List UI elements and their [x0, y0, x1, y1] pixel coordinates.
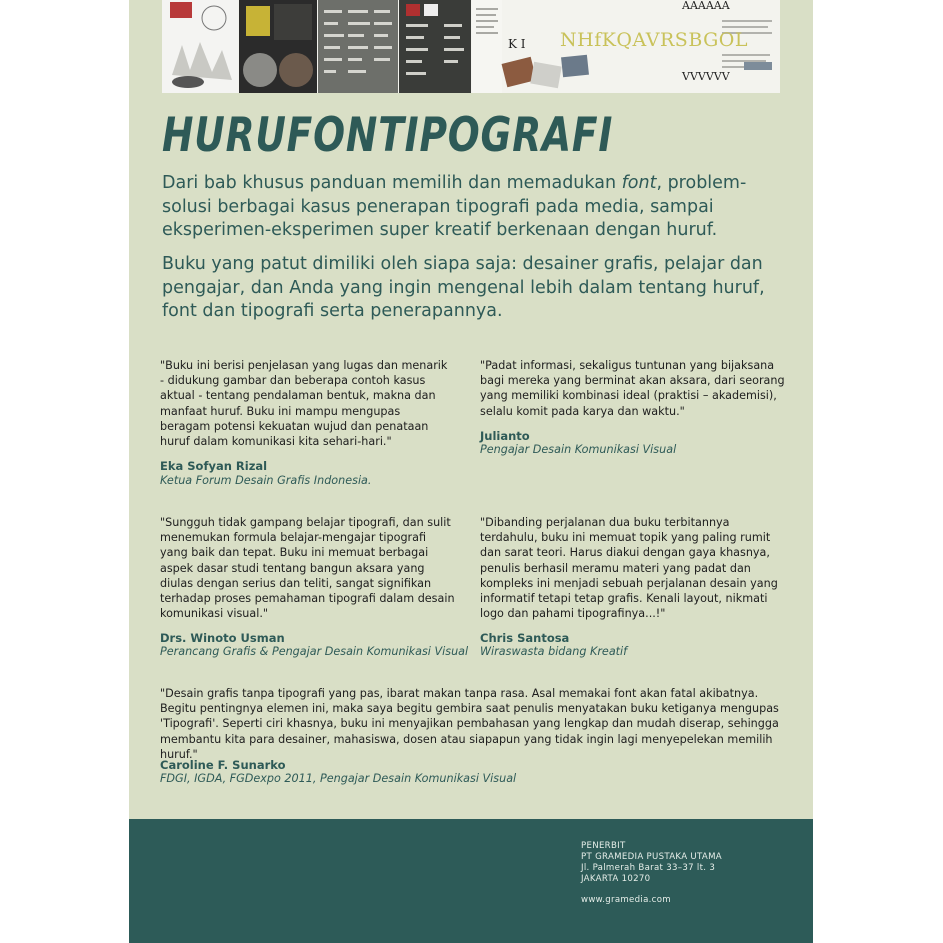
testimonial-role-5: FDGI, IGDA, FGDexpo 2011, Pengajar Desain Komunikasi Visual	[160, 772, 517, 785]
publisher-address: Jl. Palmerah Barat 33–37 lt. 3	[581, 863, 716, 873]
testimonial-quote-2: "Padat informasi, sekaligus tuntunan yang bijaksana bagi mereka yang berminat akan aksara, dari seorang yang memiliki kombinasi ideal (praktisi – akademisi), selalu komit pada karya dan waktu."	[480, 359, 785, 418]
testimonial-role-1: Ketua Forum Desain Grafis Indonesia.	[160, 474, 372, 487]
testimonial-name-1: Eka Sofyan Rizal	[160, 459, 268, 473]
back-cover	[129, 0, 813, 943]
intro-paragraph-1	[162, 172, 787, 243]
collage-strip	[162, 0, 780, 93]
testimonial-role-4: Wiraswasta bidang Kreatif	[480, 645, 628, 658]
testimonial-name-5: Caroline F. Sunarko	[160, 758, 286, 772]
intro-p1-start: Dari bab khusus panduan memilih dan memadukan	[162, 173, 622, 193]
testimonial-quote-4: "Dibanding perjalanan dua buku terbitannya terdahulu, buku ini memuat topik yang paling rumit dan sarat teori. Harus diakui dengan gaya khasnya, penulis berhasil meramu materi yang padat dan kompleks ini menjadi sebuah perjalanan desain yang informatif tetapi tetap grafis. Kenali layout, nikmati logo dan pahami tipografinya...!"	[480, 516, 778, 621]
testimonial-role-2: Pengajar Desain Komunikasi Visual	[480, 443, 677, 456]
letters-mid: NHfKQAVRSBGOL	[560, 29, 749, 51]
collage-image	[162, 0, 780, 93]
letters-left: K I	[508, 37, 526, 51]
publisher-website: www.gramedia.com	[581, 895, 671, 905]
publisher-city: JAKARTA 10270	[581, 874, 651, 884]
publisher-name: PT GRAMEDIA PUSTAKA UTAMA	[581, 852, 722, 862]
letters-top: AAAAAA	[682, 0, 730, 12]
intro-p1-emphasis: font	[621, 173, 657, 193]
testimonial-quote-1: "Buku ini berisi penjelasan yang lugas dan menarik - didukung gambar dan beberapa contoh kasus aktual - tentang pendalaman bentuk, makna dan manfaat huruf. Buku ini mampu mengupas beragam potensi kekuatan wujud dan penataan huruf dalam komunikasi kita sehari-hari."	[160, 359, 448, 449]
book-title: HURUFONTIPOGRAFI	[162, 108, 614, 163]
publisher-footer	[129, 819, 813, 943]
testimonial-quote-5: "Desain grafis tanpa tipografi yang pas, ibarat makan tanpa rasa. Asal memakai font akan fatal akibatnya. Begitu pentingnya elemen ini, maka saya begitu gembira saat penulis menyatakan buku ketiganya mengupas 'Tipografi'. Seperti ciri khasnya, buku ini menyajikan pembahasan yang lengkap dan mudah diserap, sehingga membantu kita para desainer, mahasiswa, dosen atau siapapun yang tidak ingin lagi menyepelekan memilih huruf."	[160, 687, 779, 761]
letters-bottom: VVVVVV	[682, 70, 730, 83]
testimonial-role-3: Perancang Grafis & Pengajar Desain Komunikasi Visual	[160, 645, 469, 658]
publisher-label: PENERBIT	[581, 841, 626, 851]
intro-paragraph-2: Buku yang patut dimiliki oleh siapa saja: desainer grafis, pelajar dan pengajar, dan Anda yang ingin mengenal lebih dalam tentang huruf, font dan tipografi serta penerapannya.	[162, 254, 765, 321]
intro-p1-end: , problem-solusi berbagai kasus penerapan tipografi pada media, sampai eksperimen-eksperimen super kreatif berkenaan dengan huruf.	[162, 173, 747, 240]
testimonial-quote-3: "Sungguh tidak gampang belajar tipografi, dan sulit menemukan formula belajar-mengajar tipografi yang baik dan tepat. Buku ini memuat berbagai aspek dasar studi tentang bangun aksara yang diulas dengan serius dan teliti, sangat signifikan terhadap proses pemahaman tipografi dalam desain komunikasi visual."	[160, 516, 455, 621]
testimonial-name-2: Julianto	[480, 429, 530, 443]
testimonial-name-4: Chris Santosa	[480, 631, 570, 645]
testimonial-name-3: Drs. Winoto Usman	[160, 631, 285, 645]
